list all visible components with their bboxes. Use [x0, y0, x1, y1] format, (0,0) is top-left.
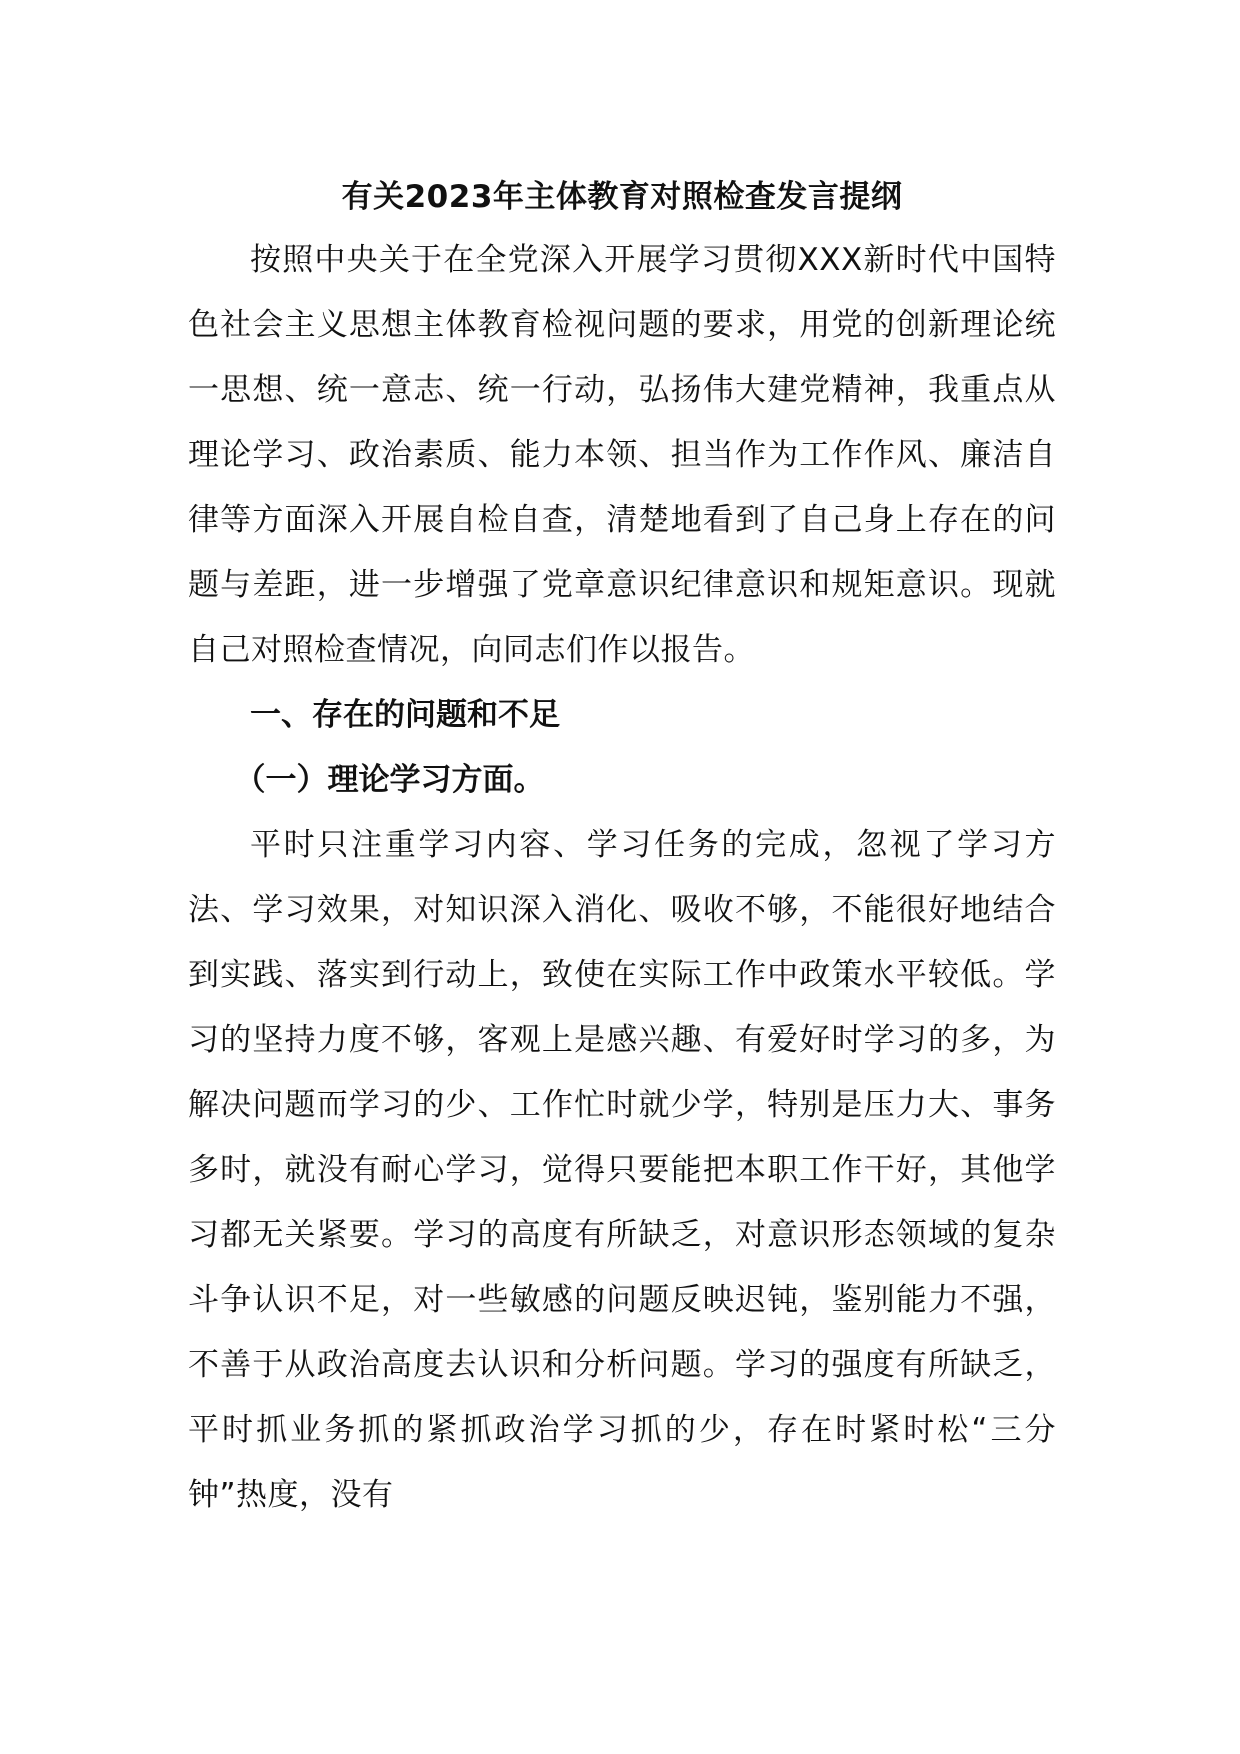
- subsection-heading: （一）理论学习方面。: [234, 762, 545, 798]
- document-body: [188, 166, 1056, 1528]
- body-paragraph: 平时只注重学习内容、学习任务的完成，忽视了学习方法、学习效果，对知识深入消化、吸收不够，不能很好地结合到实践、落实到行动上，致使在实际工作中政策水平较低。学习的坚持力度不够，客观上是感兴趣、有爱好时学习的多，为解决问题而学习的少、工作忙时就少学，特别是压力大、事务多时，就没有耐心学习，觉得只要能把本职工作干好，其他学习都无关紧要。学习的高度有所缺乏，对意识形态领域的复杂斗争认识不足，对一些敏感的问题反映迟钝，鉴别能力不强，不善于从政治高度去认识和分析问题。学习的强度有所缺乏，平时抓业务抓的紧抓政治学习抓的少，存在时紧时松“三分钟”热度，没有: [188, 827, 1056, 1513]
- intro-paragraph: 按照中央关于在全党深入开展学习贯彻XXX新时代中国特色社会主义思想主体教育检视问题的要求，用党的创新理论统一思想、统一意志、统一行动，弘扬伟大建党精神，我重点从理论学习、政治素质、能力本领、担当作为工作作风、廉洁自律等方面深入开展自检自查，清楚地看到了自己身上存在的问题与差距，进一步增强了党章意识纪律意识和规矩意识。现就自己对照检查情况，向同志们作以报告。: [188, 242, 1056, 668]
- document-title: 有关2023年主体教育对照检查发言提纲: [341, 179, 903, 215]
- section-heading: 一、存在的问题和不足: [250, 697, 560, 733]
